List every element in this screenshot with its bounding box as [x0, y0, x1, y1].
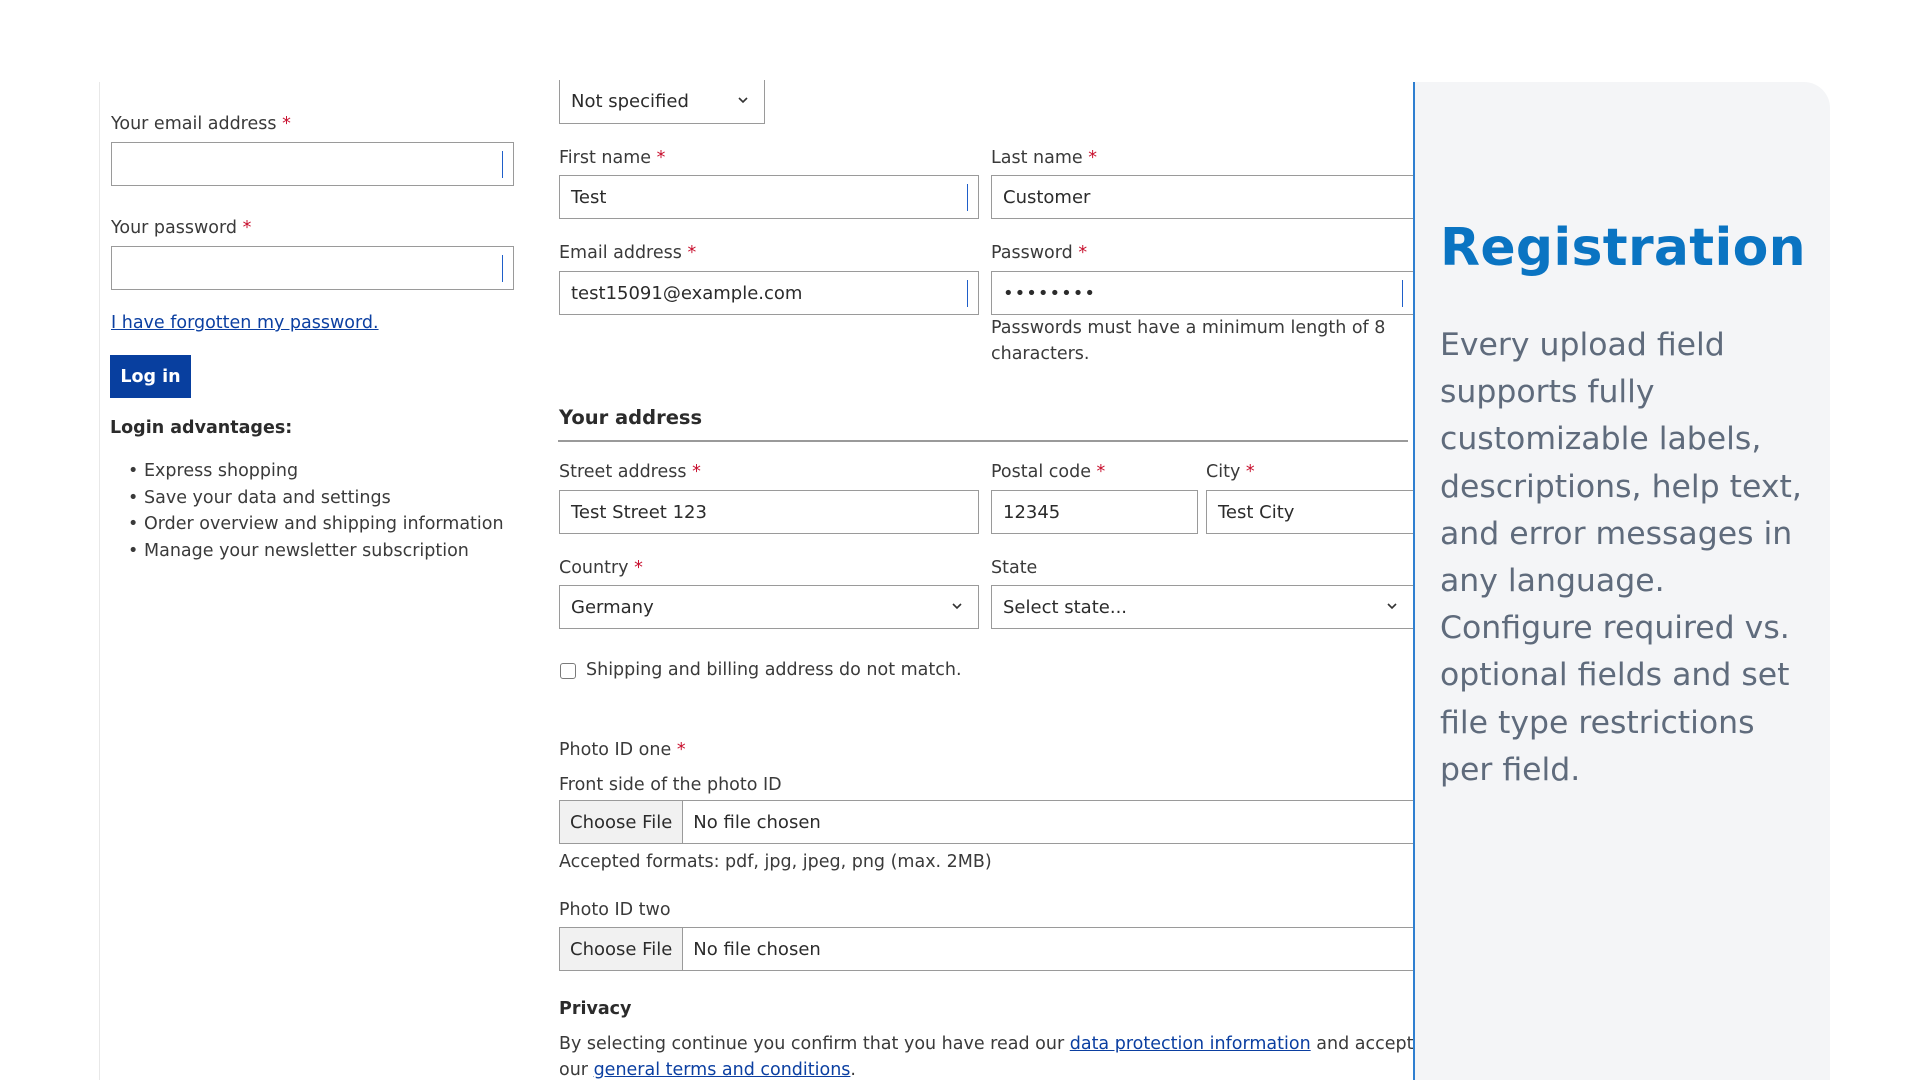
first-name-input[interactable]: Test: [559, 175, 979, 219]
accepted-formats-hint: Accepted formats: pdf, jpg, jpeg, png (max. 2MB): [559, 852, 992, 872]
photo-id-one-label: Photo ID one *: [559, 740, 686, 760]
login-email-input[interactable]: [111, 142, 514, 186]
chevron-down-icon: [950, 599, 964, 613]
list-item: • Express shopping: [128, 458, 504, 485]
file-status: No file chosen: [693, 938, 821, 960]
info-panel-title: Registration: [1440, 218, 1806, 278]
login-password-input[interactable]: [111, 246, 514, 290]
text-caret: [967, 184, 969, 211]
state-label: State: [991, 558, 1038, 578]
different-address-label: Shipping and billing address do not match.: [586, 660, 962, 680]
left-column-divider: [99, 82, 100, 1080]
city-input[interactable]: Test City: [1206, 490, 1414, 534]
choose-file-button[interactable]: Choose File: [560, 928, 683, 970]
login-email-label: Your email address *: [111, 114, 291, 134]
photo-id-one-help: Front side of the photo ID: [559, 775, 782, 795]
password-input[interactable]: ••••••••: [991, 271, 1414, 315]
text-caret: [502, 255, 504, 282]
first-name-label: First name *: [559, 148, 666, 168]
street-label: Street address *: [559, 462, 701, 482]
last-name-input[interactable]: Customer: [991, 175, 1414, 219]
list-item: • Order overview and shipping information: [128, 511, 504, 538]
country-label: Country *: [559, 558, 643, 578]
forgot-password-link[interactable]: I have forgotten my password.: [111, 313, 379, 333]
login-advantages-title: Login advantages:: [110, 418, 293, 438]
privacy-text-line2: our general terms and conditions.: [559, 1060, 856, 1080]
chevron-down-icon: [1385, 599, 1399, 613]
info-panel-description: Every upload field supports fully customizable labels, descriptions, help text, and error messages in any language. Configure required vs. optional fields and set file type restrictions per field.: [1440, 327, 1802, 788]
terms-link[interactable]: general terms and conditions: [593, 1060, 851, 1080]
different-address-checkbox[interactable]: [560, 663, 576, 679]
login-password-label: Your password *: [111, 218, 252, 238]
choose-file-button[interactable]: Choose File: [560, 801, 683, 843]
postal-code-input[interactable]: 12345: [991, 490, 1198, 534]
password-hint: Passwords must have a minimum length of 8: [991, 318, 1386, 338]
street-input[interactable]: Test Street 123: [559, 490, 979, 534]
privacy-title: Privacy: [559, 999, 632, 1019]
photo-id-two-label: Photo ID two: [559, 900, 671, 920]
email-input[interactable]: test15091@example.com: [559, 271, 979, 315]
email-label: Email address *: [559, 243, 697, 263]
login-advantages-list: [128, 458, 504, 564]
address-section-title: Your address: [559, 406, 703, 429]
text-caret: [967, 280, 969, 307]
password-label: Password *: [991, 243, 1088, 263]
text-caret: [502, 151, 504, 178]
privacy-text-line1: By selecting continue you confirm that you have read our data protection information and accept: [559, 1034, 1414, 1054]
login-button[interactable]: Log in: [110, 355, 191, 398]
photo-id-one-file-input[interactable]: [559, 800, 1414, 844]
postal-code-label: Postal code *: [991, 462, 1106, 482]
address-divider: [558, 440, 1408, 442]
salutation-select[interactable]: Not specified: [559, 80, 765, 124]
list-item: • Manage your newsletter subscription: [128, 538, 504, 565]
state-select[interactable]: Select state...: [991, 585, 1414, 629]
city-label: City *: [1206, 462, 1255, 482]
country-select[interactable]: Germany: [559, 585, 979, 629]
photo-id-two-file-input[interactable]: [559, 927, 1414, 971]
last-name-label: Last name *: [991, 148, 1097, 168]
list-item: • Save your data and settings: [128, 485, 504, 512]
file-status: No file chosen: [693, 811, 821, 833]
data-protection-link[interactable]: data protection information: [1069, 1034, 1311, 1054]
text-caret: [1402, 280, 1404, 307]
password-hint-continued: characters.: [991, 344, 1090, 364]
chevron-down-icon: [736, 93, 750, 107]
